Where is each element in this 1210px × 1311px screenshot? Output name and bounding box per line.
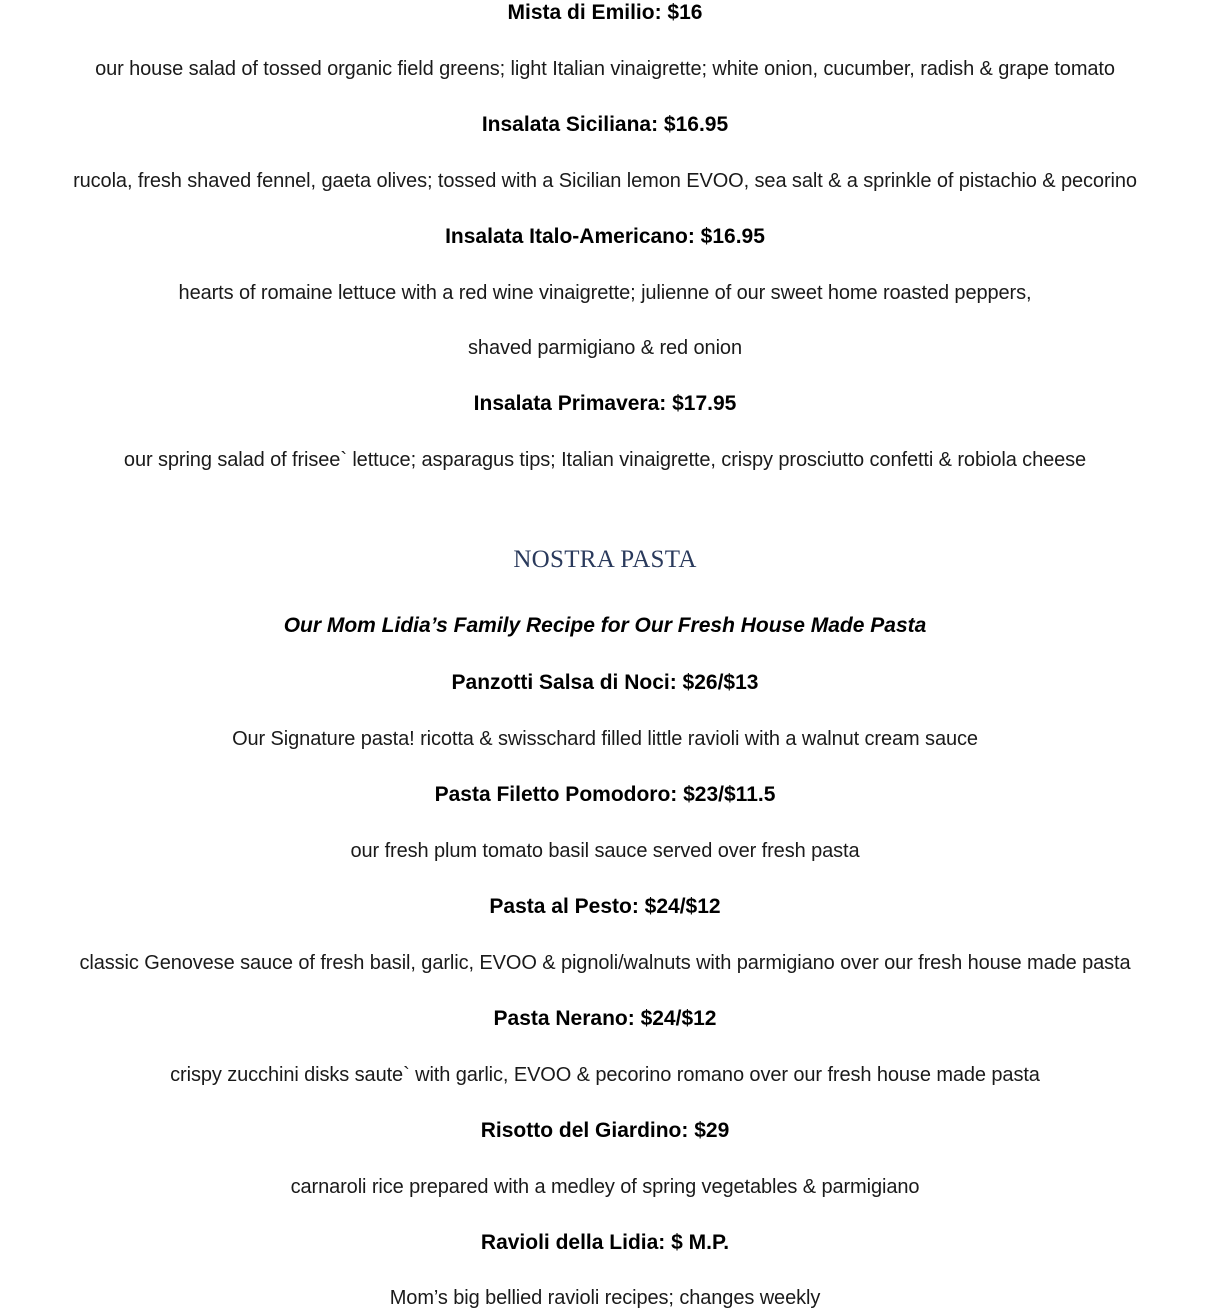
menu-item-description: our house salad of tossed organic field greens; light Italian vinaigrette; white onion, cucumber, radish & grape tomato	[95, 58, 1115, 80]
menu-item-description: classic Genovese sauce of fresh basil, garlic, EVOO & pignoli/walnuts with parmigiano over our fresh house made pasta	[79, 952, 1131, 974]
menu-item-description: crispy zucchini disks saute` with garlic, EVOO & pecorino romano over our fresh house made pasta	[170, 1064, 1040, 1086]
menu-item-name: Insalata Primavera: $17.95	[473, 392, 737, 415]
menu-item-name: Pasta Nerano: $24/$12	[493, 1007, 717, 1030]
menu-item-description: Mom’s big bellied ravioli recipes; changes weekly	[389, 1287, 821, 1309]
menu-item-name: Pasta Filetto Pomodoro: $23/$11.5	[434, 783, 776, 806]
menu-item-description: our fresh plum tomato basil sauce served over fresh pasta	[350, 840, 860, 862]
section-subtitle: Our Mom Lidia’s Family Recipe for Our Fresh House Made Pasta	[283, 614, 927, 637]
menu-item-name: Insalata Italo-Americano: $16.95	[445, 225, 765, 248]
menu-item-name: Panzotti Salsa di Noci: $26/$13	[451, 671, 759, 694]
menu-item-description: carnaroli rice prepared with a medley of spring vegetables & parmigiano	[290, 1176, 920, 1198]
menu-item-description: hearts of romaine lettuce with a red wine vinaigrette; julienne of our sweet home roasted peppers,	[178, 282, 1032, 304]
menu-item-name: Ravioli della Lidia: $ M.P.	[480, 1231, 730, 1254]
menu-item-description: shaved parmigiano & red onion	[468, 337, 742, 359]
menu-item-description: our spring salad of frisee` lettuce; asparagus tips; Italian vinaigrette, crispy prosciutto confetti & robiola cheese	[123, 449, 1087, 471]
menu-item-name: Mista di Emilio: $16	[507, 1, 703, 24]
menu-item-name: Pasta al Pesto: $24/$12	[489, 895, 721, 918]
section-title: NOSTRA PASTA	[513, 546, 697, 573]
menu-item-description: rucola, fresh shaved fennel, gaeta olives; tossed with a Sicilian lemon EVOO, sea salt & a sprinkle of pistachio & pecorino	[73, 170, 1137, 192]
menu-item-name: Insalata Siciliana: $16.95	[481, 113, 729, 136]
menu-item-name: Risotto del Giardino: $29	[480, 1119, 730, 1142]
menu-item-description: Our Signature pasta! ricotta & swisschard filled little ravioli with a walnut cream sauce	[232, 728, 978, 750]
